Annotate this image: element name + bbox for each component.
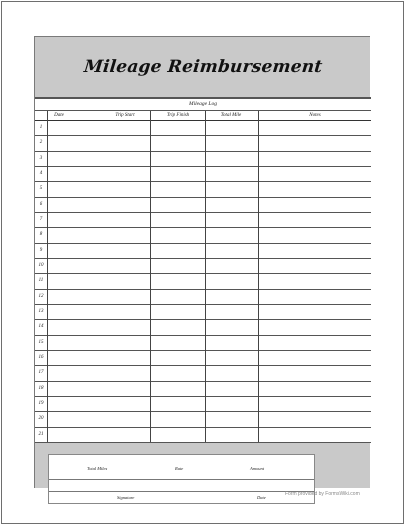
mileage-log-table [35,111,371,442]
row-number: 3 [39,155,43,161]
signature-line [49,491,314,492]
row-rule [35,350,371,351]
footer-credit: Form provided by FormsWiki.com [285,491,360,497]
row-number: 12 [38,293,44,299]
rate-label: Rate [175,466,184,471]
row-rule [35,227,371,228]
column-rule [150,111,151,442]
row-number: 10 [38,263,44,268]
row-rule [35,135,371,136]
row-number: 7 [39,217,43,222]
header-rule [35,120,371,121]
row-rule [35,212,371,213]
row-rule [35,166,371,167]
row-rule [35,319,371,320]
row-rule [35,365,371,366]
row-rule [35,197,371,198]
row-number: 17 [38,370,44,376]
row-rule [35,381,371,382]
row-rule [35,442,371,443]
signature-divider [49,479,314,480]
row-rule [35,181,371,182]
row-number: 21 [38,431,44,437]
row-number: 4 [39,171,43,176]
amount-label: Amount [250,466,264,471]
row-rule [35,427,371,428]
row-number: 2 [39,140,43,146]
row-rule [35,396,371,397]
row-number: 6 [39,201,43,207]
form-header [35,37,371,98]
row-number: 5 [39,186,43,192]
column-header-notes: Notes [309,113,321,118]
column-rule [205,111,206,442]
row-number: 8 [39,232,43,238]
column-rule [47,111,48,442]
row-rule [35,335,371,336]
row-rule [35,289,371,290]
row-number: 19 [38,401,44,406]
section-label: Mileage Log [35,98,371,111]
row-number: 1 [39,125,43,130]
column-header-trip-start: Trip Start [115,113,135,118]
total-miles-label: Total Miles [87,466,108,471]
row-number: 18 [38,385,44,391]
row-number: 13 [38,309,44,314]
signature-box [48,454,315,504]
column-header-trip-finish: Trip Finish [166,113,190,118]
row-number: 16 [38,355,44,360]
row-number: 11 [38,278,44,284]
row-rule [35,304,371,305]
row-rule [35,151,371,152]
form-title: Mileage Reimbursement [82,57,324,77]
row-rule [35,258,371,259]
row-number: 14 [38,324,44,330]
row-rule [35,243,371,244]
row-number: 9 [39,247,43,253]
column-rule [258,111,259,442]
row-rule [35,411,371,412]
column-header-date: Date [54,113,64,118]
row-number: 15 [38,339,44,345]
row-rule [35,273,371,274]
signature-label: Signature [117,495,135,500]
row-number: 20 [38,416,44,422]
date-label: Date [257,495,266,500]
column-header-total-mile: Total Mile [220,113,242,118]
